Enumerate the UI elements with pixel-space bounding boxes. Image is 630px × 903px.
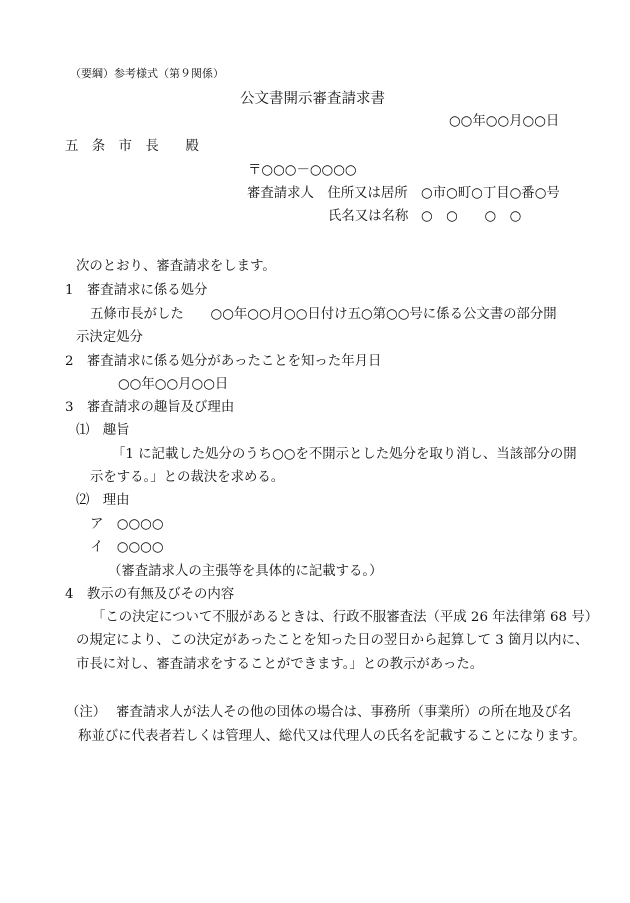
submission-date: ○○年○○月○○日	[449, 114, 560, 129]
note-label: （注）	[66, 705, 107, 720]
note-line-2: 称並びに代表者若しくは管理人、総代又は代理人の氏名を記載することになります。	[78, 729, 586, 744]
section-1-line-2: 示決定処分	[76, 330, 143, 345]
section-2-date: ○○年○○月○○日	[118, 377, 229, 392]
section-1-line-1: 五條市長がした ○○年○○月○○日付け五○第○○号に係る公文書の部分開	[90, 307, 557, 322]
section-3-1-line-1: 「1 に記載した処分のうち○○を不開示とした処分を取り消し、当該部分の開	[112, 447, 577, 462]
section-4-line-2: の規定により、この決定があったことを知った日の翌日から起算して 3 箇月以内に、	[76, 633, 589, 648]
name-value: ○ ○ ○ ○	[421, 209, 522, 224]
address-value: ○市○町○丁目○番○号	[421, 186, 560, 201]
address-label: 審査請求人 住所又は居所	[247, 186, 408, 201]
section-3-2-item-a: ア ○○○○	[90, 517, 164, 532]
document-title: 公文書開示審査請求書	[240, 91, 385, 107]
section-3-2-note: （審査請求人の主張等を具体的に記載する。）	[108, 564, 383, 579]
note-line-1: 審査請求人が法人その他の団体の場合は、事務所（事業所）の所在地及び名	[116, 705, 572, 720]
section-3-2-heading: ⑵ 理由	[76, 493, 130, 508]
section-3-1-line-2: 示をする。」との裁決を求める。	[90, 470, 285, 485]
section-3-heading: 3 審査請求の趣旨及び理由	[65, 400, 235, 415]
section-4-line-1: 「この決定について不服があるときは、行政不服審査法（平成 26 年法律第 68 号）	[92, 610, 599, 625]
intro-text: 次のとおり、審査請求をします。	[76, 259, 276, 274]
section-1-heading: 1 審査請求に係る処分	[65, 283, 208, 298]
section-4-line-3: 市長に対し、審査請求をすることができます。」との教示があった。	[76, 657, 484, 672]
section-3-1-heading: ⑴ 趣旨	[76, 423, 130, 438]
section-3-2-item-i: イ ○○○○	[90, 540, 164, 555]
section-2-heading: 2 審査請求に係る処分があったことを知った年月日	[65, 354, 382, 369]
name-label: 氏名又は名称	[328, 209, 409, 224]
form-note: （要綱）参考様式（第９関係）	[70, 67, 224, 80]
section-4-heading: 4 教示の有無及びその内容	[65, 587, 235, 602]
postal-code: 〒○○○－○○○○	[248, 163, 357, 178]
addressee: 五 条 市 長 殿	[65, 139, 199, 154]
